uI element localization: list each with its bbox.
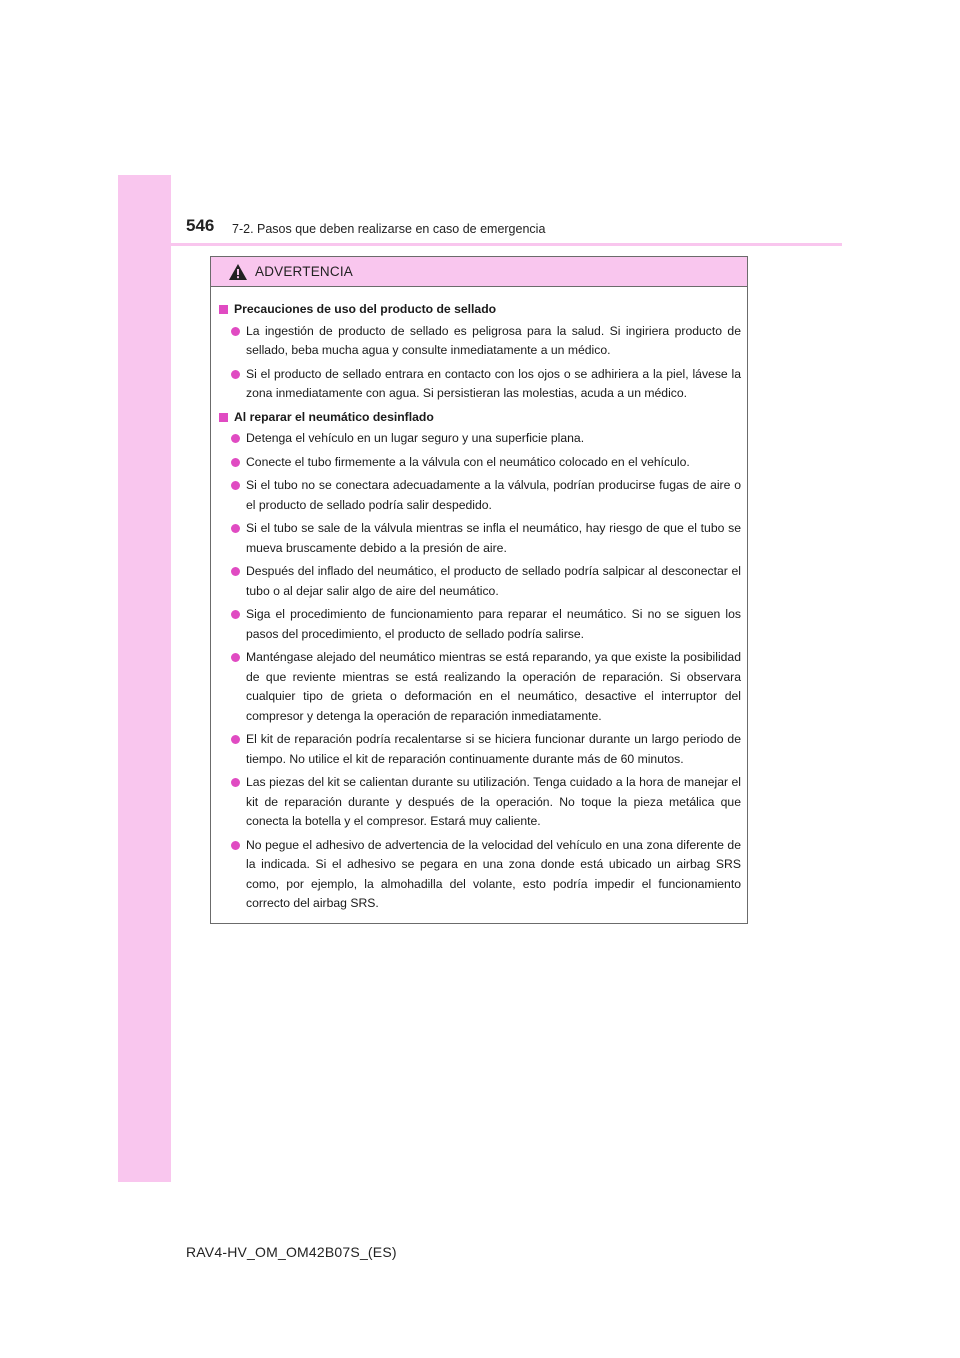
warning-group-sealant: [219, 300, 741, 404]
list-item: [219, 429, 741, 449]
list-item-text: Después del inflado del neumático, el producto de sellado podría salpicar al desconectar el tubo o al dejar salir algo de aire del neumático.: [246, 564, 741, 598]
list-item: [219, 476, 741, 515]
section-title: 7-2. Pasos que deben realizarse en caso de emergencia: [232, 222, 546, 236]
circle-bullet-icon: [231, 778, 240, 787]
list-item-text: La ingestión de producto de sellado es peligrosa para la salud. Si ingiriera producto de sellado, beba mucha agua y consulte inmediatamente a un médico.: [246, 323, 741, 357]
group-heading-text: Precauciones de uso del producto de sellado: [234, 302, 497, 316]
list-item-text: Detenga el vehículo en un lugar seguro y una superficie plana.: [246, 431, 585, 445]
square-bullet-icon: [219, 413, 228, 422]
list-item: [219, 562, 741, 601]
warning-body: [211, 287, 747, 914]
list-item-text: No pegue el adhesivo de advertencia de la velocidad del vehículo en una zona diferente de la indicada. Si el adhesivo se pegara en una zona donde está ubicado un airbag SRS como, por ejemplo, la almohadilla del volante, esto podría impedir el funcionamiento correcto del airbag SRS.: [246, 837, 741, 910]
circle-bullet-icon: [231, 653, 240, 662]
list-item: [219, 453, 741, 473]
warning-header: [211, 257, 747, 287]
list-item: [219, 365, 741, 404]
circle-bullet-icon: [231, 434, 240, 443]
circle-bullet-icon: [231, 370, 240, 379]
list-item: [219, 648, 741, 726]
circle-bullet-icon: [231, 327, 240, 336]
list-item-text: El kit de reparación podría recalentarse si se hiciera funcionar durante un largo periodo de tiempo. No utilice el kit de reparación continuamente durante más de 60 minutos.: [246, 732, 741, 766]
circle-bullet-icon: [231, 841, 240, 850]
header-divider: [118, 243, 842, 246]
warning-box: [210, 256, 748, 924]
list-item: [219, 519, 741, 558]
list-item-text: Si el tubo se sale de la válvula mientras se infla el neumático, hay riesgo de que el tubo se mueva bruscamente debido a la presión de aire.: [246, 521, 741, 555]
list-item-text: Las piezas del kit se calientan durante su utilización. Tenga cuidado a la hora de manejar el kit de reparación durante y después de la operación. No toque la pieza metálica que conecta la botella y el compresor. Estará muy caliente.: [246, 775, 741, 828]
circle-bullet-icon: [231, 458, 240, 467]
list-item: [219, 730, 741, 769]
circle-bullet-icon: [231, 481, 240, 490]
circle-bullet-icon: [231, 524, 240, 533]
list-item: [219, 322, 741, 361]
list-item-text: Manténgase alejado del neumático mientras se está reparando, ya que existe la posibilidad de que reviente mientras se está realizando la operación de reparación. Si observara cualquier tipo de grieta o deformación en el neumático, desactive el interruptor del compresor y detenga la operación de reparación inmediatamente.: [246, 650, 741, 723]
circle-bullet-icon: [231, 610, 240, 619]
list-item-text: Siga el procedimiento de funcionamiento para reparar el neumático. Si no se siguen los pasos del procedimiento, el producto de sellado podría salirse.: [246, 607, 741, 641]
circle-bullet-icon: [231, 735, 240, 744]
list-item-text: Si el tubo no se conectara adecuadamente a la válvula, podrían producirse fugas de aire o el producto de sellado podría salir despedido.: [246, 478, 741, 512]
warning-title: ADVERTENCIA: [255, 264, 353, 279]
side-tab: [118, 175, 171, 1182]
list-item: [219, 605, 741, 644]
square-bullet-icon: [219, 305, 228, 314]
list-item: [219, 773, 741, 832]
group-heading-text: Al reparar el neumático desinflado: [234, 409, 434, 424]
list-item-text: Conecte el tubo firmemente a la válvula con el neumático colocado en el vehículo.: [246, 454, 690, 469]
group-heading: [219, 408, 741, 428]
page-number: 546: [186, 216, 215, 235]
group-heading: [219, 300, 741, 320]
circle-bullet-icon: [231, 567, 240, 576]
list-item-text: Si el producto de sellado entrara en contacto con los ojos o se adhiriera a la piel, lávese la zona inmediatamente con agua. Si persistieran las molestias, acuda a un médico.: [246, 366, 741, 400]
footer-model-code: RAV4-HV_OM_OM42B07S_(ES): [186, 1244, 397, 1260]
warning-group-repair: [219, 408, 741, 914]
warning-triangle-icon: [228, 263, 248, 281]
list-item: [219, 836, 741, 914]
